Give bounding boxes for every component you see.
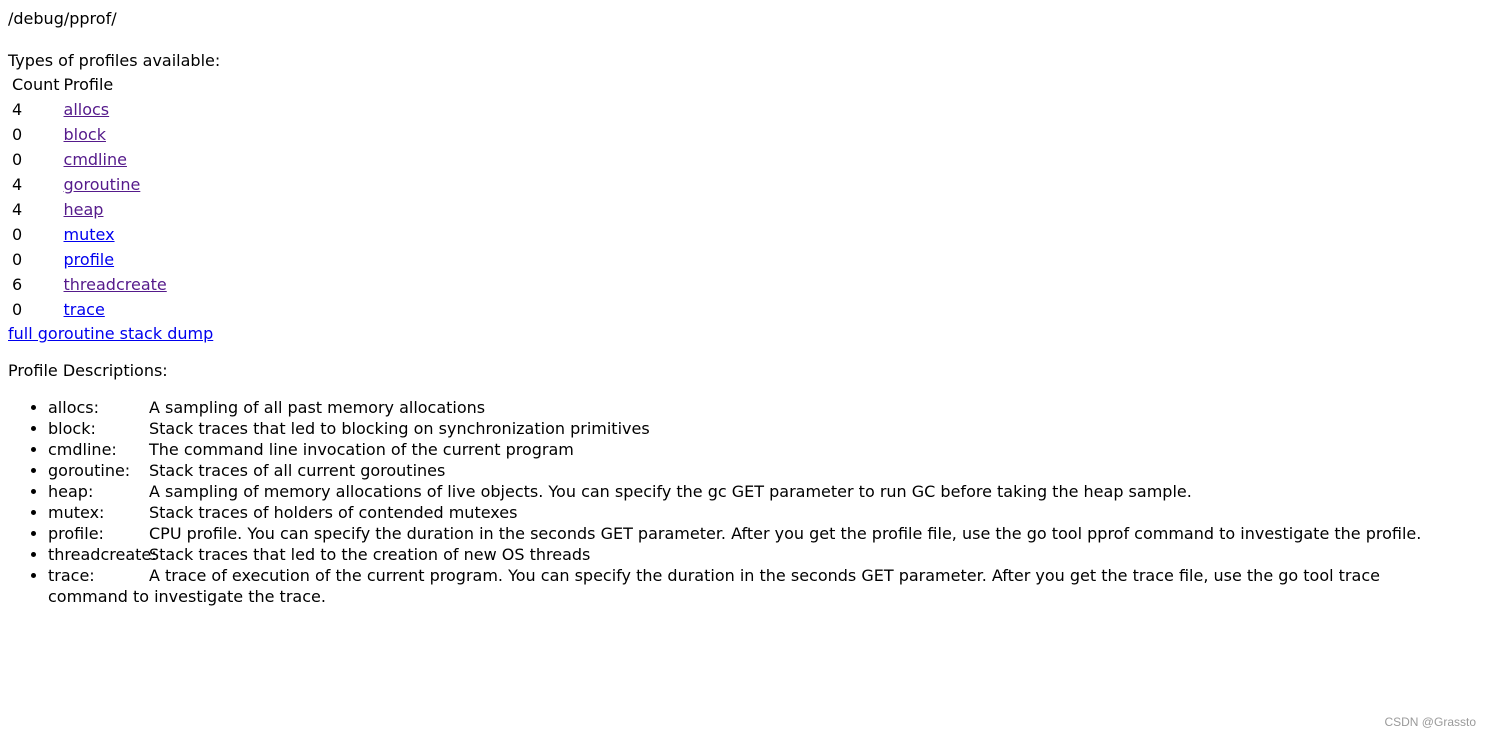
table-row: [11, 198, 168, 221]
profile-link-goroutine[interactable]: goroutine: [63, 175, 141, 194]
description-text: Stack traces that led to the creation of new OS threads: [149, 545, 591, 564]
description-item: [48, 523, 1428, 544]
description-item: [48, 565, 1428, 607]
page-path: /debug/pprof/: [8, 9, 117, 28]
profile-link-threadcreate[interactable]: threadcreate: [63, 275, 167, 294]
profile-count: 0: [12, 125, 23, 144]
description-item: [48, 418, 1428, 439]
description-name: heap:: [48, 482, 94, 501]
profile-link-cmdline[interactable]: cmdline: [63, 150, 127, 169]
profile-cell: [63, 173, 168, 196]
description-item: [48, 439, 1428, 460]
profile-count: 0: [12, 150, 23, 169]
count-header: Count: [12, 75, 60, 94]
profile-count: 4: [12, 175, 23, 194]
description-text: CPU profile. You can specify the duration in the seconds GET parameter. After you get the profile file, use the go tool pprof command to investigate the profile.: [149, 524, 1422, 543]
profile-cell: [63, 198, 168, 221]
table-row: [11, 273, 168, 296]
profile-link-profile[interactable]: profile: [63, 250, 115, 269]
profiles-table-body: [11, 98, 168, 321]
profile-cell: [63, 123, 168, 146]
description-item: [48, 481, 1428, 502]
description-text: Stack traces of holders of contended mutexes: [149, 503, 518, 522]
profile-cell: [63, 98, 168, 121]
profile-count: 4: [12, 200, 23, 219]
profile-link-trace[interactable]: trace: [63, 300, 105, 319]
profile-count: 0: [12, 250, 23, 269]
description-name: mutex:: [48, 503, 105, 522]
profile-count: 6: [12, 275, 23, 294]
profile-cell: [63, 248, 168, 271]
table-row: [11, 123, 168, 146]
description-text: Stack traces that led to blocking on synchronization primitives: [149, 419, 650, 438]
watermark: CSDN @Grassto: [1384, 715, 1476, 729]
profile-link-block[interactable]: block: [63, 125, 106, 144]
description-name: allocs:: [48, 398, 100, 417]
description-name: block:: [48, 419, 96, 438]
description-name: cmdline:: [48, 440, 117, 459]
description-text: A trace of execution of the current program. You can specify the duration in the seconds GET parameter. After you get the trace file, use the go tool trace command to investigate the trace.: [48, 566, 1380, 606]
profile-header: Profile: [63, 75, 114, 94]
profiles-table: [9, 71, 170, 323]
table-row: [11, 298, 168, 321]
profile-cell: [63, 298, 168, 321]
descriptions-title: Profile Descriptions:: [8, 361, 168, 380]
description-text: The command line invocation of the current program: [149, 440, 574, 459]
description-item: [48, 502, 1428, 523]
profile-cell: [63, 273, 168, 296]
description-item: [48, 397, 1428, 418]
profile-link-mutex[interactable]: mutex: [63, 225, 115, 244]
types-label: Types of profiles available:: [8, 51, 221, 70]
table-row: [11, 98, 168, 121]
full-goroutine-dump-link[interactable]: full goroutine stack dump: [8, 324, 214, 343]
profile-cell: [63, 223, 168, 246]
profile-count: 0: [12, 225, 23, 244]
description-text: A sampling of memory allocations of live objects. You can specify the gc GET parameter to run GC before taking the heap sample.: [149, 482, 1192, 501]
profile-count: 0: [12, 300, 23, 319]
profile-descriptions-list: [8, 397, 1428, 607]
profile-cell: [63, 148, 168, 171]
pprof-index-page: [8, 8, 1478, 607]
description-name: goroutine:: [48, 461, 131, 480]
description-item: [48, 544, 1428, 565]
description-name: threadcreate:: [48, 545, 157, 564]
table-row: [11, 248, 168, 271]
table-row: [11, 173, 168, 196]
description-text: Stack traces of all current goroutines: [149, 461, 446, 480]
profile-link-heap[interactable]: heap: [63, 200, 104, 219]
table-header-row: [11, 73, 168, 96]
table-row: [11, 148, 168, 171]
description-item: [48, 460, 1428, 481]
table-row: [11, 223, 168, 246]
description-name: trace:: [48, 566, 95, 585]
profile-count: 4: [12, 100, 23, 119]
description-name: profile:: [48, 524, 104, 543]
profile-link-allocs[interactable]: allocs: [63, 100, 110, 119]
description-text: A sampling of all past memory allocations: [149, 398, 486, 417]
